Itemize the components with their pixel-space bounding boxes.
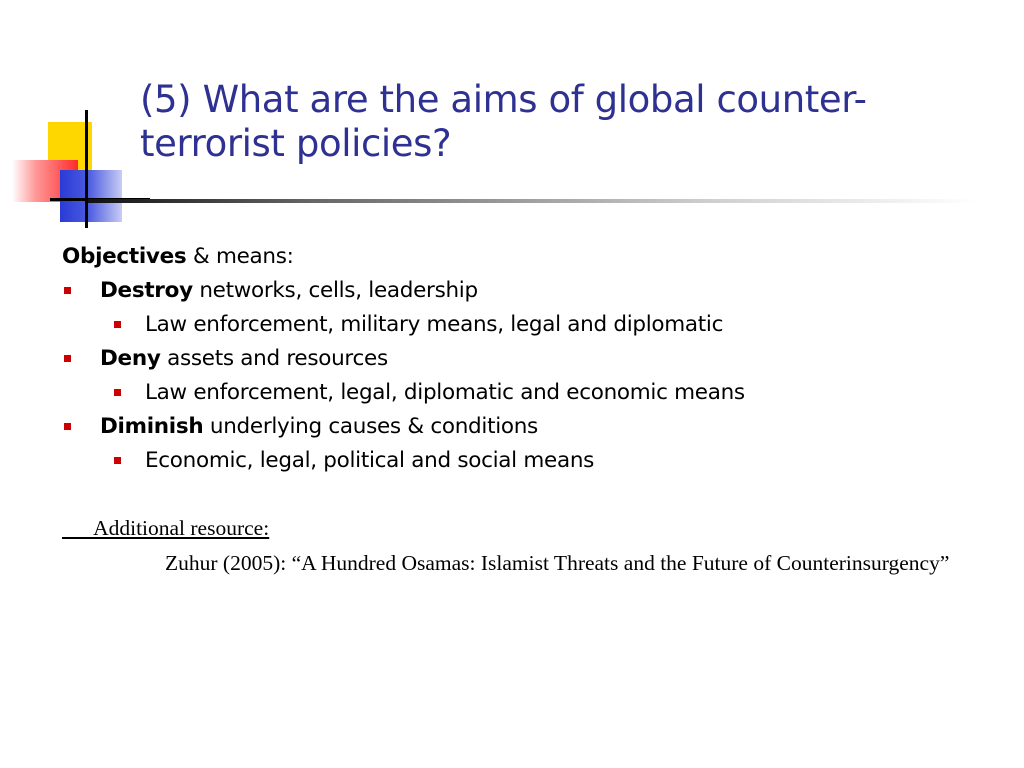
objectives-heading-rest: & means: [186,244,294,269]
list-item-deny [62,342,982,376]
item-bold-term: Deny [100,346,161,371]
objectives-heading-bold: Objectives [62,244,187,269]
sub-item-text: Law enforcement, legal, diplomatic and economic means [145,380,745,405]
sub-item-text: Law enforcement, military means, legal and diplomatic [145,312,724,337]
slide-body [62,240,982,478]
title-divider [88,199,978,203]
red-square-bullet-icon [64,355,71,362]
logo-blue-square [60,170,122,222]
item-text: underlying causes & conditions [203,414,538,439]
objectives-list [62,274,982,478]
resource-citation: Zuhur (2005): “A Hundred Osamas: Islamist Threats and the Future of Counterinsurgency” [165,551,950,575]
red-square-bullet-icon [64,423,71,430]
red-square-bullet-icon [114,389,121,396]
item-bold-term: Diminish [100,414,204,439]
list-item-diminish [62,410,982,444]
item-bold-term: Destroy [100,278,193,303]
additional-resource-label: Additional resource: [62,516,270,540]
logo-vertical-line [85,110,88,228]
objectives-heading [62,240,982,274]
red-square-bullet-icon [114,321,121,328]
slide-title: (5) What are the aims of global counter-terrorist policies? [140,78,867,165]
slide-logo-icon [0,0,150,230]
list-item-destroy [62,274,982,308]
sub-item-diminish-means [62,444,982,478]
item-text: networks, cells, leadership [192,278,478,303]
item-text: assets and resources [160,346,388,371]
sub-item-text: Economic, legal, political and social means [145,448,595,473]
sub-item-deny-means [62,376,982,410]
additional-resource [62,515,982,542]
red-square-bullet-icon [64,287,71,294]
sub-item-destroy-means [62,308,982,342]
red-square-bullet-icon [114,457,121,464]
